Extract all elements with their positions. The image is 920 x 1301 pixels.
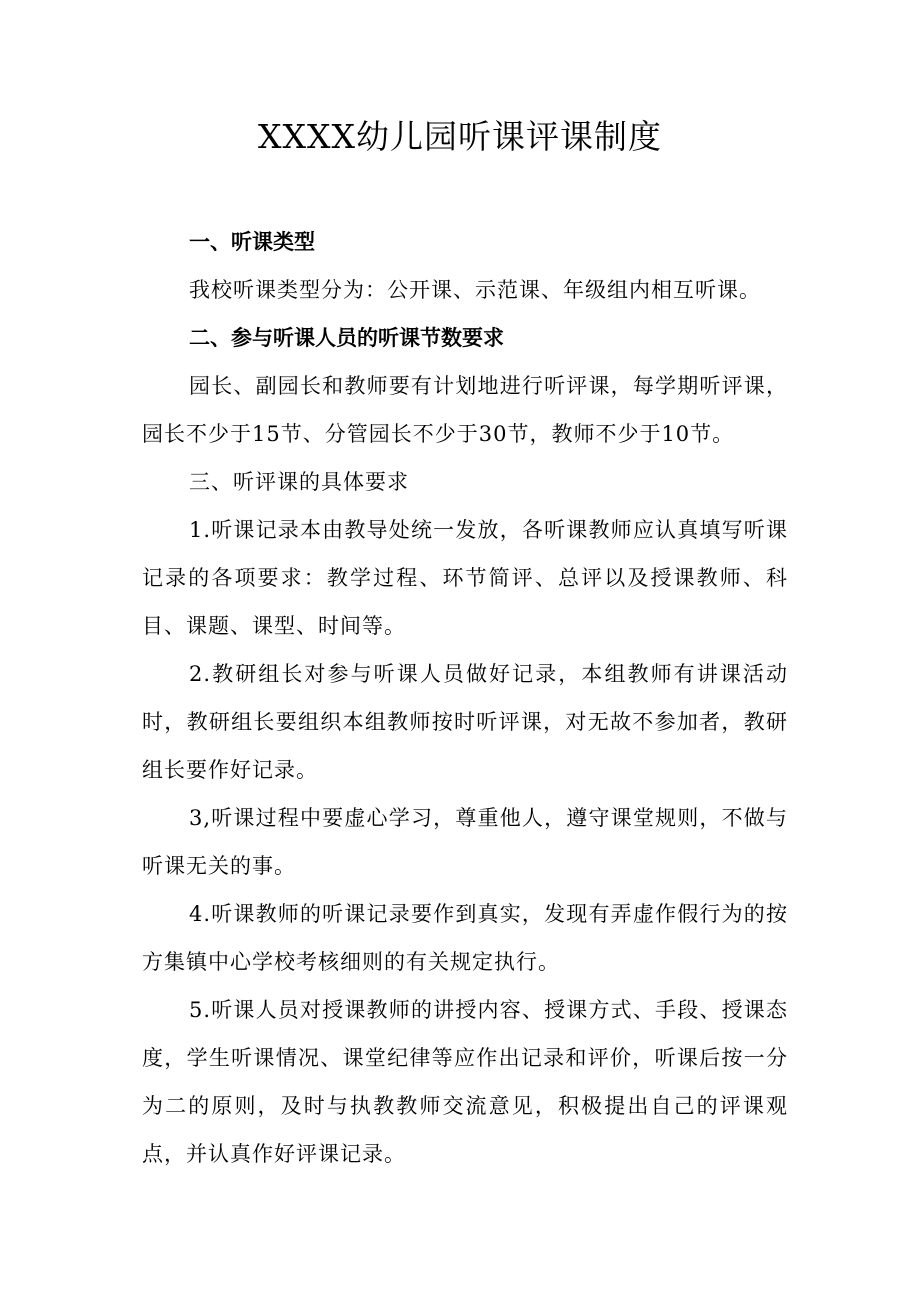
paragraph-requirement-3: 3,听课过程中要虚心学习，尊重他人，遵守课堂规则，不做与听课无关的事。 — [142, 806, 788, 878]
document-title: XXXX幼儿园听课评课制度 — [258, 117, 662, 156]
paragraph-requirement-2: 2.教研组长对参与听课人员做好记录，本组教师有讲课活动时，教研组长要组织本组教师按时听评课，对无故不参加者，教研组长要作好记录。 — [142, 662, 788, 782]
document-body — [142, 218, 788, 1178]
paragraph-lesson-types: 我校听课类型分为：公开课、示范课、年级组内相互听课。 — [189, 278, 761, 302]
section-heading-specific-requirements: 三、听评课的具体要求 — [189, 470, 409, 494]
paragraph-requirement-1: 1.听课记录本由教导处统一发放，各听课教师应认真填写听课记录的各项要求：教学过程、环节简评、总评以及授课教师、科目、课题、课型、时间等。 — [142, 518, 788, 638]
section-heading-lesson-types: 一、听课类型 — [189, 230, 315, 254]
paragraph-requirement-4: 4.听课教师的听课记录要作到真实，发现有弄虚作假行为的按方集镇中心学校考核细则的有关规定执行。 — [142, 902, 788, 974]
paragraph-attendance-requirements: 园长、副园长和教师要有计划地进行听评课，每学期听评课，园长不少于15节、分管园长不少于30节，教师不少于10节。 — [142, 374, 788, 446]
section-heading-attendance-requirements: 二、参与听课人员的听课节数要求 — [189, 326, 504, 350]
paragraph-requirement-5: 5.听课人员对授课教师的讲授内容、授课方式、手段、授课态度，学生听课情况、课堂纪律等应作出记录和评价，听课后按一分为二的原则，及时与执教教师交流意见，积极提出自己的评课观点，并认真作好评课记录。 — [142, 998, 788, 1166]
